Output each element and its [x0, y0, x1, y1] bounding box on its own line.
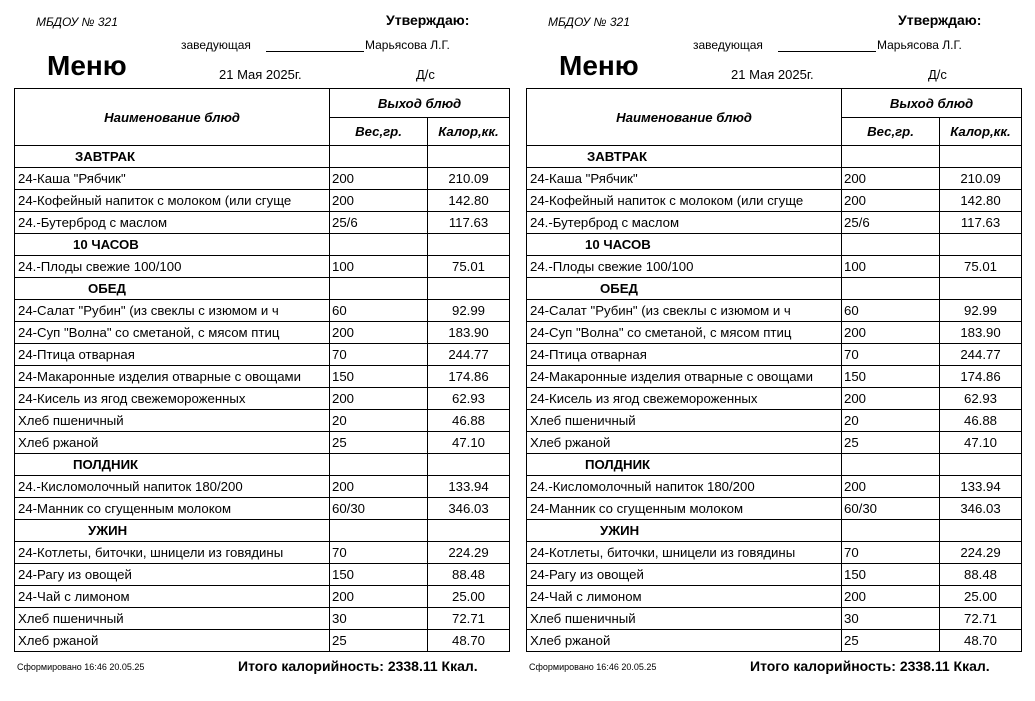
dish-weight: 70 [842, 542, 940, 564]
total-calories: Итого калорийность: 2338.11 Ккал. [750, 658, 990, 674]
group-label: Д/с [416, 67, 435, 82]
dish-name: 24-Салат "Рубин" (из свеклы с изюмом и ч [15, 300, 330, 322]
section-empty-cell [842, 454, 940, 476]
section-empty-cell [940, 234, 1022, 256]
table-row [15, 432, 510, 454]
section-row [15, 454, 510, 476]
dish-kcal: 48.70 [940, 630, 1022, 652]
dish-name: 24.-Бутерброд с маслом [15, 212, 330, 234]
table-row [15, 322, 510, 344]
section-empty-cell [842, 520, 940, 542]
column-header-name: Наименование блюд [15, 89, 330, 146]
table-row [527, 168, 1022, 190]
menu-body [527, 146, 1022, 652]
dish-kcal: 117.63 [940, 212, 1022, 234]
table-row [527, 608, 1022, 630]
section-empty-cell [330, 278, 428, 300]
section-row [527, 278, 1022, 300]
section-empty-cell [842, 234, 940, 256]
menu-date: 21 Мая 2025г. [731, 67, 814, 82]
section-title: ЗАВТРАК [15, 146, 330, 168]
section-title: ОБЕД [15, 278, 330, 300]
section-title: УЖИН [527, 520, 842, 542]
dish-weight: 200 [330, 476, 428, 498]
dish-kcal: 244.77 [940, 344, 1022, 366]
section-empty-cell [330, 520, 428, 542]
table-row [527, 410, 1022, 432]
dish-kcal: 46.88 [940, 410, 1022, 432]
dish-kcal: 72.71 [940, 608, 1022, 630]
dish-kcal: 210.09 [428, 168, 510, 190]
table-row [527, 498, 1022, 520]
signature-line [266, 51, 364, 52]
dish-kcal: 133.94 [428, 476, 510, 498]
organization-name: МБДОУ № 321 [36, 15, 118, 29]
head-label: заведующая [693, 38, 763, 52]
dish-weight: 60 [842, 300, 940, 322]
section-empty-cell [428, 146, 510, 168]
dish-kcal: 244.77 [428, 344, 510, 366]
table-row [15, 564, 510, 586]
table-row [527, 630, 1022, 652]
table-row [15, 410, 510, 432]
table-row [15, 300, 510, 322]
dish-name: 24-Рагу из овощей [15, 564, 330, 586]
dish-kcal: 88.48 [428, 564, 510, 586]
menu-title: Меню [47, 50, 127, 81]
dish-name: Хлеб ржаной [15, 432, 330, 454]
dish-kcal: 88.48 [940, 564, 1022, 586]
dish-weight: 150 [842, 366, 940, 388]
section-empty-cell [428, 520, 510, 542]
dish-weight: 25 [842, 630, 940, 652]
dish-name: 24-Салат "Рубин" (из свеклы с изюмом и ч [527, 300, 842, 322]
section-row [527, 146, 1022, 168]
table-row [527, 564, 1022, 586]
dish-kcal: 183.90 [940, 322, 1022, 344]
dish-name: 24-Каша "Рябчик" [15, 168, 330, 190]
dish-name: Хлеб ржаной [15, 630, 330, 652]
dish-weight: 100 [842, 256, 940, 278]
table-row [15, 476, 510, 498]
dish-weight: 100 [330, 256, 428, 278]
signature-line [778, 51, 876, 52]
group-label: Д/с [928, 67, 947, 82]
dish-name: 24-Манник со сгущенным молоком [15, 498, 330, 520]
column-header-name: Наименование блюд [527, 89, 842, 146]
dish-name: 24-Кисель из ягод свежемороженных [15, 388, 330, 410]
dish-name: Хлеб пшеничный [15, 410, 330, 432]
dish-name: 24-Суп "Волна" со сметаной, с мясом птиц [527, 322, 842, 344]
dish-weight: 25/6 [330, 212, 428, 234]
dish-name: 24-Манник со сгущенным молоком [527, 498, 842, 520]
dish-name: 24-Каша "Рябчик" [527, 168, 842, 190]
table-row [527, 190, 1022, 212]
dish-name: 24.-Плоды свежие 100/100 [527, 256, 842, 278]
section-empty-cell [330, 146, 428, 168]
dish-name: Хлеб пшеничный [527, 410, 842, 432]
dish-name: 24-Котлеты, биточки, шницели из говядины [15, 542, 330, 564]
dish-weight: 200 [842, 322, 940, 344]
head-name: Марьясова Л.Г. [877, 38, 962, 52]
dish-weight: 200 [330, 322, 428, 344]
table-row [527, 322, 1022, 344]
dish-name: 24-Кофейный напиток с молоком (или сгуще [527, 190, 842, 212]
table-row [15, 608, 510, 630]
menu-table [526, 88, 1022, 652]
dish-name: Хлеб пшеничный [527, 608, 842, 630]
column-header-weight: Вес,гр. [330, 118, 428, 146]
table-row [527, 212, 1022, 234]
dish-kcal: 75.01 [940, 256, 1022, 278]
dish-name: Хлеб пшеничный [15, 608, 330, 630]
dish-kcal: 47.10 [428, 432, 510, 454]
section-title: ЗАВТРАК [527, 146, 842, 168]
dish-weight: 30 [842, 608, 940, 630]
table-row [15, 256, 510, 278]
menu-page-left [14, 0, 510, 701]
dish-name: 24-Птица отварная [15, 344, 330, 366]
dish-kcal: 72.71 [428, 608, 510, 630]
dish-weight: 25 [330, 630, 428, 652]
organization-name: МБДОУ № 321 [548, 15, 630, 29]
table-row [15, 168, 510, 190]
section-empty-cell [842, 278, 940, 300]
dish-weight: 200 [842, 168, 940, 190]
section-empty-cell [842, 146, 940, 168]
section-title: 10 ЧАСОВ [15, 234, 330, 256]
section-empty-cell [428, 278, 510, 300]
table-row [15, 586, 510, 608]
menu-body [15, 146, 510, 652]
dish-name: 24.-Кисломолочный напиток 180/200 [15, 476, 330, 498]
table-row [15, 190, 510, 212]
column-header-output: Выход блюд [842, 89, 1022, 118]
dish-name: 24-Макаронные изделия отварные с овощами [15, 366, 330, 388]
table-row [15, 366, 510, 388]
table-row [527, 256, 1022, 278]
section-title: ПОЛДНИК [15, 454, 330, 476]
dish-kcal: 46.88 [428, 410, 510, 432]
dish-kcal: 75.01 [428, 256, 510, 278]
section-empty-cell [940, 146, 1022, 168]
table-row [527, 366, 1022, 388]
section-empty-cell [428, 454, 510, 476]
section-empty-cell [428, 234, 510, 256]
dish-kcal: 47.10 [940, 432, 1022, 454]
dish-weight: 60/30 [842, 498, 940, 520]
dish-kcal: 174.86 [428, 366, 510, 388]
generated-timestamp: Сформировано 16:46 20.05.25 [529, 662, 657, 672]
table-row [527, 542, 1022, 564]
section-title: ПОЛДНИК [527, 454, 842, 476]
approval-label: Утверждаю: [898, 12, 982, 28]
dish-kcal: 25.00 [428, 586, 510, 608]
dish-name: 24-Суп "Волна" со сметаной, с мясом птиц [15, 322, 330, 344]
dish-weight: 20 [842, 410, 940, 432]
dish-kcal: 48.70 [428, 630, 510, 652]
dish-name: 24-Кисель из ягод свежемороженных [527, 388, 842, 410]
dish-weight: 60 [330, 300, 428, 322]
column-header-kcal: Калор,кк. [428, 118, 510, 146]
dish-weight: 20 [330, 410, 428, 432]
dish-kcal: 346.03 [940, 498, 1022, 520]
head-name: Марьясова Л.Г. [365, 38, 450, 52]
dish-weight: 25 [330, 432, 428, 454]
section-empty-cell [940, 520, 1022, 542]
section-title: ОБЕД [527, 278, 842, 300]
column-header-weight: Вес,гр. [842, 118, 940, 146]
section-empty-cell [940, 278, 1022, 300]
dish-weight: 200 [842, 476, 940, 498]
dish-name: Хлеб ржаной [527, 630, 842, 652]
dish-name: 24-Чай с лимоном [527, 586, 842, 608]
section-row [527, 454, 1022, 476]
table-row [15, 498, 510, 520]
dish-weight: 70 [842, 344, 940, 366]
dish-kcal: 62.93 [428, 388, 510, 410]
dish-name: 24.-Бутерброд с маслом [527, 212, 842, 234]
dish-kcal: 210.09 [940, 168, 1022, 190]
table-row [15, 388, 510, 410]
dish-kcal: 224.29 [428, 542, 510, 564]
dish-weight: 60/30 [330, 498, 428, 520]
dish-name: 24-Птица отварная [527, 344, 842, 366]
dish-kcal: 62.93 [940, 388, 1022, 410]
dish-kcal: 92.99 [940, 300, 1022, 322]
dish-name: 24.-Плоды свежие 100/100 [15, 256, 330, 278]
section-row [527, 520, 1022, 542]
dish-weight: 30 [330, 608, 428, 630]
menu-page-right [526, 0, 1022, 701]
dish-name: 24-Кофейный напиток с молоком (или сгуще [15, 190, 330, 212]
generated-timestamp: Сформировано 16:46 20.05.25 [17, 662, 145, 672]
menu-title: Меню [559, 50, 639, 81]
table-row [527, 344, 1022, 366]
dish-name: 24-Котлеты, биточки, шницели из говядины [527, 542, 842, 564]
section-empty-cell [330, 234, 428, 256]
table-row [15, 212, 510, 234]
dish-weight: 200 [330, 168, 428, 190]
dish-name: 24-Рагу из овощей [527, 564, 842, 586]
section-row [527, 234, 1022, 256]
dish-name: 24-Чай с лимоном [15, 586, 330, 608]
section-empty-cell [330, 454, 428, 476]
table-row [527, 300, 1022, 322]
total-calories: Итого калорийность: 2338.11 Ккал. [238, 658, 478, 674]
table-row [527, 476, 1022, 498]
dish-weight: 200 [842, 190, 940, 212]
dish-kcal: 224.29 [940, 542, 1022, 564]
column-header-kcal: Калор,кк. [940, 118, 1022, 146]
menu-date: 21 Мая 2025г. [219, 67, 302, 82]
section-row [15, 278, 510, 300]
menu-table [14, 88, 510, 652]
dish-weight: 150 [842, 564, 940, 586]
dish-kcal: 142.80 [428, 190, 510, 212]
dish-weight: 25/6 [842, 212, 940, 234]
dish-weight: 150 [330, 366, 428, 388]
table-row [527, 432, 1022, 454]
dish-weight: 200 [842, 586, 940, 608]
dish-kcal: 174.86 [940, 366, 1022, 388]
dish-kcal: 183.90 [428, 322, 510, 344]
column-header-output: Выход блюд [330, 89, 510, 118]
section-row [15, 146, 510, 168]
section-row [15, 520, 510, 542]
section-title: УЖИН [15, 520, 330, 542]
dish-weight: 200 [330, 190, 428, 212]
section-title: 10 ЧАСОВ [527, 234, 842, 256]
table-row [15, 542, 510, 564]
dish-weight: 200 [842, 388, 940, 410]
dish-kcal: 142.80 [940, 190, 1022, 212]
dish-weight: 200 [330, 388, 428, 410]
dish-weight: 25 [842, 432, 940, 454]
dish-name: 24-Макаронные изделия отварные с овощами [527, 366, 842, 388]
table-row [15, 630, 510, 652]
dish-weight: 70 [330, 344, 428, 366]
dish-name: 24.-Кисломолочный напиток 180/200 [527, 476, 842, 498]
section-empty-cell [940, 454, 1022, 476]
approval-label: Утверждаю: [386, 12, 470, 28]
table-row [527, 586, 1022, 608]
section-row [15, 234, 510, 256]
dish-weight: 150 [330, 564, 428, 586]
dish-kcal: 346.03 [428, 498, 510, 520]
dish-weight: 70 [330, 542, 428, 564]
dish-kcal: 117.63 [428, 212, 510, 234]
table-row [15, 344, 510, 366]
head-label: заведующая [181, 38, 251, 52]
dish-kcal: 92.99 [428, 300, 510, 322]
dish-kcal: 25.00 [940, 586, 1022, 608]
dish-kcal: 133.94 [940, 476, 1022, 498]
table-row [527, 388, 1022, 410]
dish-weight: 200 [330, 586, 428, 608]
dish-name: Хлеб ржаной [527, 432, 842, 454]
